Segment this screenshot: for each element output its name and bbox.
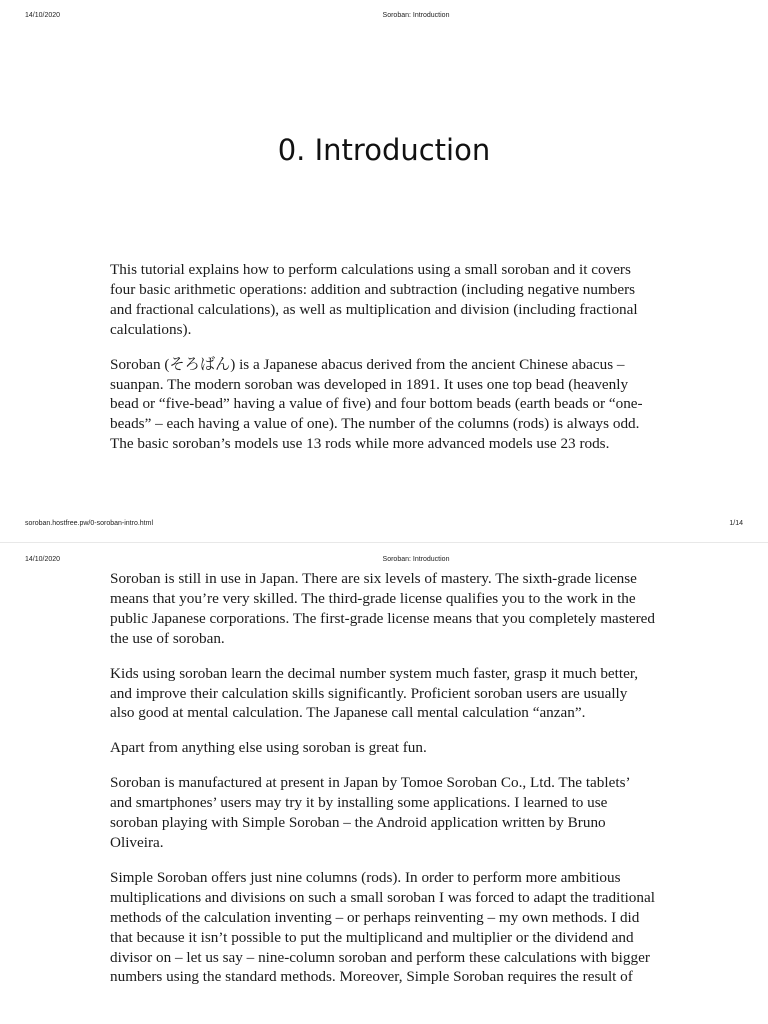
paragraph: Soroban (そろばん) is a Japanese abacus derived from the ancient Chinese abacus – suanpan. The modern soroban was developed in 1891. It uses one top bead (heavenly bead or “five-bead” having a value of five) and four bottom beads (earth beads or “one-beads” – each having a value of one). The number of the columns (rods) is always odd. The basic soroban’s models use 13 rods while more advanced models use 23 rods.: [110, 355, 643, 453]
page-1-body: [110, 260, 655, 469]
header-title: Soroban: Introduction: [382, 556, 450, 563]
header-date: 14/10/2020: [25, 556, 61, 563]
paragraph: Soroban is still in use in Japan. There are six levels of mastery. The sixth-grade license means that you’re very skilled. The third-grade license qualifies you to the work in the public Japanese corporations. The first-grade license means that you completely mastered the use of soroban.: [110, 570, 656, 647]
paragraph: Kids using soroban learn the decimal number system much faster, grasp it much better, and improve their calculation skills significantly. Proficient soroban users are usually also good at mental calculation. The Japanese call mental calculation “anzan”.: [110, 664, 639, 722]
paragraph: This tutorial explains how to perform calculations using a small soroban and it covers four basic arithmetic operations: addition and subtraction (including negative numbers and fractional calculations), as well as multiplication and division (including fractional calculations).: [110, 261, 638, 338]
page-title: 0. Introduction: [277, 133, 491, 167]
paragraph: Soroban is manufactured at present in Japan by Tomoe Soroban Co., Ltd. The tablets’ and smartphones’ users may try it by installing some applications. I learned to use soroban playing with Simple Soroban – the Android application written by Bruno Oliveira.: [110, 774, 630, 851]
paragraph: Apart from anything else using soroban is great fun.: [110, 739, 427, 757]
page-divider: [0, 542, 768, 543]
page-2-body: [110, 569, 655, 1002]
paragraph: Simple Soroban offers just nine columns (rods). In order to perform more ambitious multiplications and divisions on such a small soroban I was forced to adapt the traditional methods of the calculation inventing – or perhaps reinventing – my own methods. I did that because it isn’t possible to put the multiplicand and multiplier or the dividend and divisor on – let us say – nine-column soroban and perform these calculations with bigger numbers using the standard methods. Moreover, Simple Soroban requires the result of: [110, 868, 655, 986]
footer-url[interactable]: soroban.hostfree.pw/0-soroban-intro.html: [25, 520, 154, 527]
header-title: Soroban: Introduction: [382, 12, 450, 19]
header-date: 14/10/2020: [25, 12, 61, 19]
footer-page-number: 1/14: [729, 520, 743, 527]
